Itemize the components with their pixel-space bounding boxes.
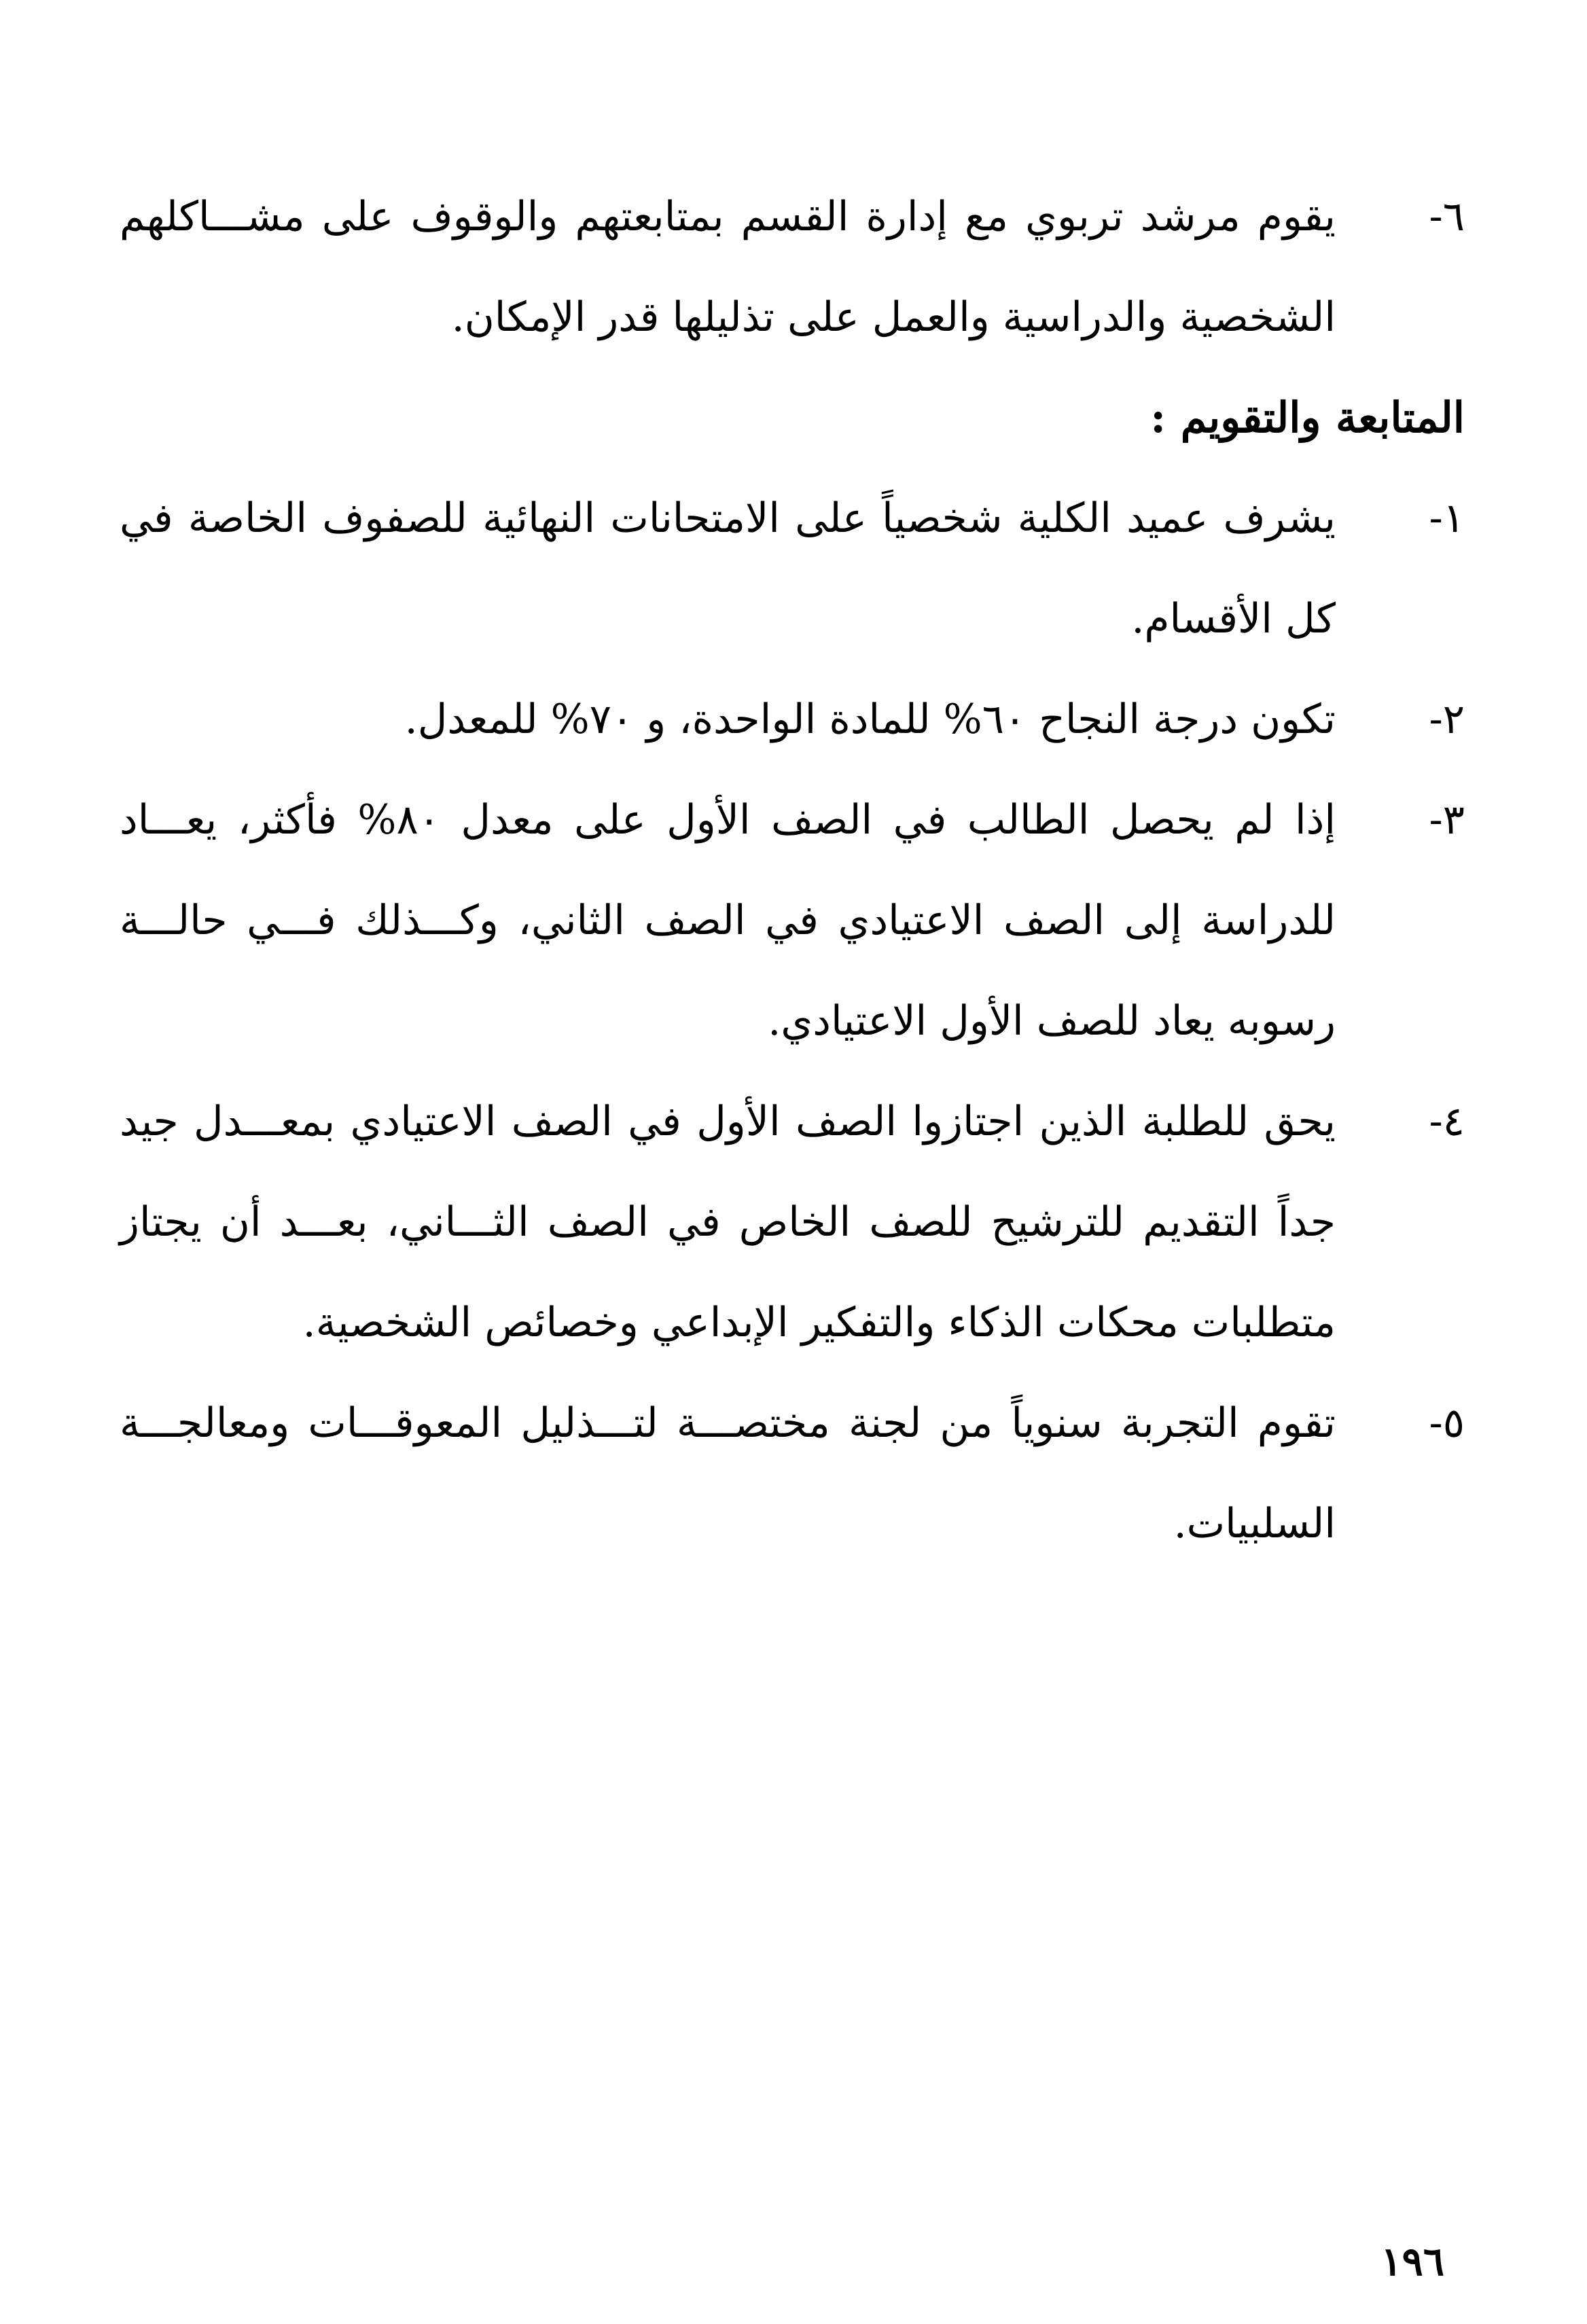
list-item-text: تقوم التجربة سنوياً من لجنة مختصـــة لتـــذليل المعوقـــات ومعالجـــة السلبيات. bbox=[120, 1399, 1336, 1548]
list-item-number: ٦- bbox=[1429, 193, 1465, 240]
list-item-number: ٥- bbox=[1429, 1399, 1465, 1447]
list-item bbox=[120, 166, 1465, 368]
list-item-text: تكون درجة النجاح ٦٠% للمادة الواحدة، و ٧٠% للمعدل. bbox=[404, 696, 1336, 743]
list-item-number: ٢- bbox=[1429, 696, 1465, 743]
list-item-text: يحق للطلبة الذين اجتازوا الصف الأول في الصف الاعتيادي بمعـــدل جيد جداً التقديم للترشيح للصف الخاص في الصف الثـــاني، بعـــد أن يجتاز متطلبات محكات الذكاء والتفكير الإبداعي وخصائص الشخصية. bbox=[120, 1098, 1336, 1346]
list-item-text: يشرف عميد الكلية شخصياً على الامتحانات النهائية للصفوف الخاصة في كل الأقسام. bbox=[120, 495, 1336, 643]
list-item bbox=[120, 770, 1465, 1071]
list-item-number: ١- bbox=[1429, 495, 1465, 542]
list-item bbox=[120, 669, 1465, 770]
list-item bbox=[120, 1071, 1465, 1373]
page-number: ١٩٦ bbox=[1380, 2238, 1444, 2285]
list-item bbox=[120, 1373, 1465, 1574]
list-item-text: إذا لم يحصل الطالب في الصف الأول على معدل ٨٠% فأكثر، يعـــاد للدراسة إلى الصف الاعتيادي في الصف الثاني، وكـــذلك فـــي حالـــة رسوبه يعاد للصف الأول الاعتيادي. bbox=[120, 796, 1336, 1045]
section-heading: المتابعة والتقويم : bbox=[1150, 393, 1465, 442]
page-content bbox=[120, 166, 1465, 1574]
list-item bbox=[120, 468, 1465, 669]
list-item-text: يقوم مرشد تربوي مع إدارة القسم بمتابعتهم والوقوف على مشـــاكلهم الشخصية والدراسية والعمل على تذليلها قدر الإمكان. bbox=[120, 193, 1336, 341]
list-item-number: ٤- bbox=[1429, 1098, 1465, 1145]
list-item-number: ٣- bbox=[1429, 796, 1465, 844]
